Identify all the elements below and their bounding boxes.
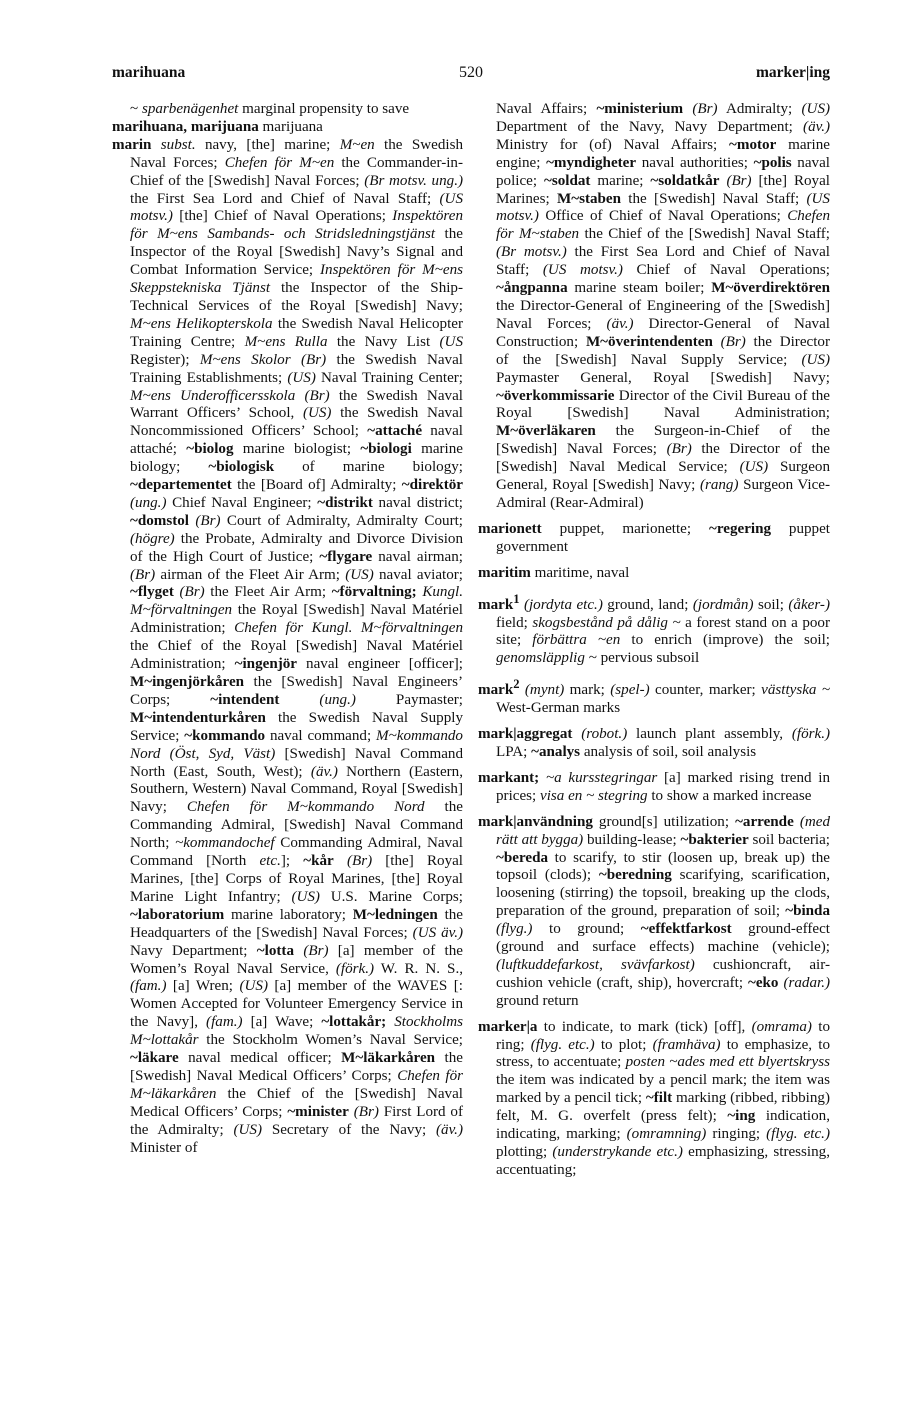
dictionary-entry-markera: marker|a to indicate, to mark (tick) [off], (omrama) to ring; (flyg. etc.) to plot; (framhäva) to emphasize, to stress, to accentuate; posten ~ades med ett blyertskryss the item was indicated by a pencil mark; the item was marked by a pencil tick; ~filt marking (ribbed, ribbing) felt, M. G. overfelt (press felt); ~ing indication, indicating, marking; (omramning) ringing; (flyg. etc.) plotting; (understrykande etc.) emphasizing, stressing, accentuating; — [478, 1018, 831, 1178]
header-last-entry: marker|ing — [755, 64, 830, 81]
dictionary-entry-sparbenagenhet: ~ sparbenägenhet marginal propensity to save — [130, 101, 410, 117]
dictionary-entry-marin: marin subst. navy, [the] marine; M~en the Swedish Naval Forces; Chefen för M~en the Commander-in-Chief of the [Swedish] Naval Forces; (Br motsv. ung.) the First Sea Lord and Chief of Naval Staff; (US motsv.) [the] Chief of Naval Operations; Inspektören för M~ens Sambands- och Stridsledningstjänst the Inspector of the Royal [Swedish] Navy’s Signal and Combat Information Service; Inspektören för M~ens Skeppstekniska Tjänst the Inspector of the Ship-Technical Services of the Royal [Swedish] Navy; M~ens Helikopterskola the Swedish Naval Helicopter Training Centre; M~ens Rulla the Navy List (US Register); M~ens Skolor (Br) the Swedish Naval Training Establishments; (US) Naval Training Center; M~ens Underofficersskola (Br) the Swedish Naval Warrant Officers’ School, (US) the Swedish Naval Noncommissioned Officers’ School; ~attaché naval attaché; ~biolog marine biologist; ~biologi marine biology; ~biologisk of marine biology; ~departementet the [Board of] Admiralty; ~direktör (ung.) Chief Naval Engineer; ~distrikt naval district; ~domstol (Br) Court of Admiralty, Admiralty Court; (högre) the Probate, Admiralty and Divorce Division of the High Court of Justice; ~flygare naval airman; (Br) airman of the Fleet Air Arm; (US) naval aviator; ~flyget (Br) the Fleet Air Arm; ~förvaltning; Kungl. M~förvaltningen the Royal [Swedish] Naval Matériel Administration; Chefen för Kungl. M~förvaltningen the Chief of the Royal [Swedish] Naval Matériel Administration; ~ingenjör naval engineer [officer]; M~ingenjörkåren the [Swedish] Naval Engineers’ Corps; ~intendent (ung.) Paymaster; M~intendenturkåren the Swedish Naval Supply Service; ~kommando naval command; M~kommando Nord (Öst, Syd, Väst) [Swedish] Naval Command North (East, South, West); (äv.) Northern (Eastern, Southern, Western) Naval Command, Royal [Swedish] Navy; Chefen för M~kommando Nord the Commanding Admiral, [Swedish] Naval Command North; ~kommandochef Commanding Admiral, Naval Command [North etc.]; ~kår (Br) [the] Royal Marines, [the] Corps of Royal Marines, [the] Royal Marine Light Infantry; (US) U.S. Marine Corps; ~laboratorium marine laboratory; M~ledningen the Headquarters of the [Swedish] Naval Forces; (US äv.) Navy Department; ~lotta (Br) [a] member of the Women’s Royal Naval Service, (förk.) W. R. N. S., (fam.) [a] Wren; (US) [a] member of the WAVES [: Women Accepted for Volunteer Emergency Service in the Navy], (fam.) [a] Wave; ~lottakår; Stockholms M~lottakår the Stockholm Women’s Naval Service; ~läkare naval medical officer; M~läkarkåren the [Swedish] Naval Medical Officers’ Corps; Chefen för M~läkarkåren the Chief of the [Swedish] Naval Medical Officers’ Corps; ~minister (Br) First Lord of the Admiralty; (US) Secretary of the Navy; (äv.) Minister of — [112, 136, 464, 1156]
left-column — [112, 101, 463, 1165]
dictionary-entry-markanvandning: mark|användning ground[s] utilization; ~arrende (med rätt att bygga) building-lease; ~bakterier soil bacteria; ~bereda to scarify, to stir (loosen up, break up) the topsoil (clods); ~beredning scarifying, scarification, loosening (stirring) the topsoil, breaking up the clods, preparation of the ground, preparation of soil; ~binda (flyg.) to ground; ~effektfarkost ground-effect (ground and surface effects) machine (vehicle); (luftkuddefarkost, svävfarkost) cushioncraft, air-cushion vehicle (craft, ship), hovercraft; ~eko (radar.) ground return — [478, 813, 831, 1009]
dictionary-entry-markaggregat: mark|aggregat (robot.) launch plant assembly, (förk.) LPA; ~analys analysis of soil, soil analysis — [478, 726, 830, 760]
page-number: 520 — [459, 64, 483, 81]
dictionary-entry-marihuana: marihuana, marijuana marijuana — [112, 118, 323, 135]
right-column — [478, 101, 830, 1188]
dictionary-entry-mark2: mark$^2$ (mynt) mark; (spel-) counter, marker; västtyska ~ West-German marks — [478, 677, 830, 717]
dictionary-entry-marin-cont: Naval Affairs; ~ministerium (Br) Admiralty; (US) Department of the Navy, Navy Department; (äv.) Ministry for (of) Naval Affairs; ~motor marine engine; ~myndigheter naval authorities; ~polis naval police; ~soldat marine; ~soldatkår (Br) [the] Royal Marines; M~staben the [Swedish] Naval Staff; (US motsv.) Office of Chief of Naval Operations; Chefen för M~staben the Chief of the [Swedish] Naval Staff; (Br motsv.) the First Sea Lord and Chief of Naval Staff; (US motsv.) Chief of Naval Operations; ~ångpanna marine steam boiler; M~överdirektören the Director-General of Engineering of the [Swedish] Naval Forces; (äv.) Director-General of Naval Construction; M~överintendenten (Br) the Director of the [Swedish] Naval Supply Service; (US) Paymaster General, Royal [Swedish] Navy; ~överkommissarie Director of the Civil Bureau of the Royal [Swedish] Naval Administration; M~överläkaren the Surgeon-in-Chief of the [Swedish] Naval Forces; (Br) the Director of the [Swedish] Naval Medical Service; (US) Surgeon General, Royal [Swedish] Navy; (rang) Surgeon Vice-Admiral (Rear-Admiral) — [496, 101, 831, 511]
dictionary-entry-mark1: mark$^1$ (jordyta etc.) ground, land; (jordmån) soil; (åker-) field; skogsbestånd på dålig ~ a forest stand on a poor site; förbättra ~en to enrich (improve) the soil; genomsläpplig ~ pervious subsoil — [478, 591, 830, 667]
dictionary-entry-maritim: maritim maritime, naval — [478, 564, 630, 581]
dictionary-entry-markant: markant; ~a kursstegringar [a] marked rising trend in prices; visa en ~ stegring to show a marked increase — [478, 769, 830, 804]
dictionary-entry-marionett: marionett puppet, marionette; ~regering puppet government — [478, 520, 830, 555]
page-header — [112, 64, 830, 88]
header-first-entry: marihuana — [112, 64, 186, 81]
